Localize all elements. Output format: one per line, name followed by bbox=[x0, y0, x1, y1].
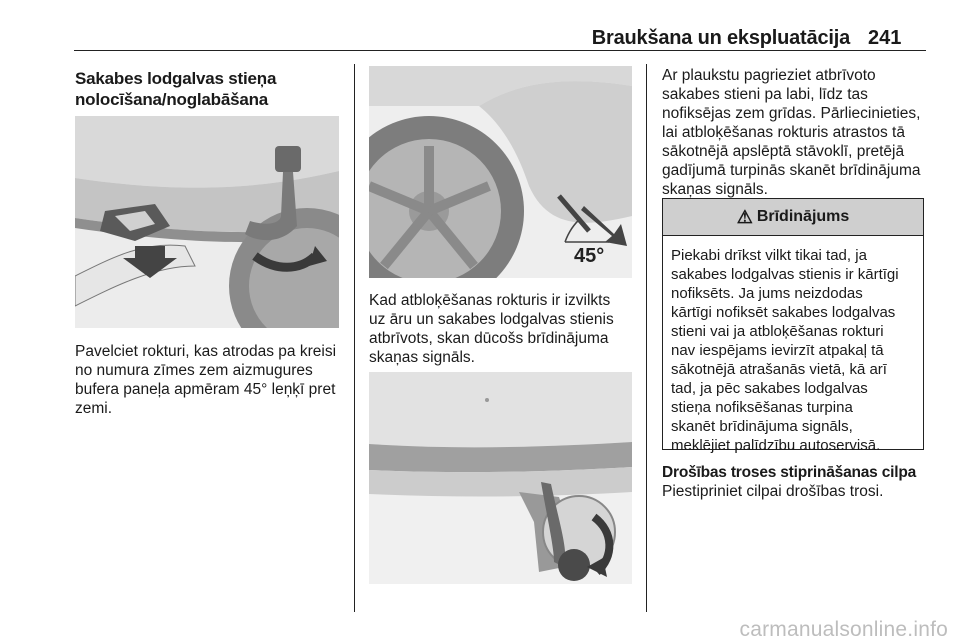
header-title: Braukšana un ekspluatācija bbox=[591, 27, 850, 49]
footer-watermark: carmanualsonline.info bbox=[739, 618, 948, 641]
section-heading: Sakabes lodgalvas stieņa nolocīšana/noglabāšana bbox=[75, 69, 277, 109]
figure-handle-angle bbox=[369, 66, 632, 278]
warning-text: Piekabi drīkst vilkt tikai tad, ja sakabes lodgalvas stienis ir kārtīgi nofiksēts. Ja jums neizdodas kārtīgi nofiksēt sakabes lodgalvas stieni vai ja atbloķēšanas rokturi nav iespējams ievirzīt atpakaļ tā sākotnējā atrašanās vietā, kā arī tad, ja pēc sakabes lodgalvas stieņa nofiksēšanas turpina skanēt brīdinājuma signāls, meklējiet palīdzību autoservisā. bbox=[671, 247, 899, 454]
angle-label: 45° bbox=[574, 245, 605, 267]
column-divider-left bbox=[354, 64, 355, 612]
warning-title: Brīdinājums bbox=[756, 208, 850, 225]
left-caption: Pavelciet rokturi, kas atrodas pa kreisi no numura zīmes zem aizmugures bufera paneļa apmēram 45° leņķī pret zemi. bbox=[75, 343, 337, 417]
subsection-heading: Drošības troses stiprināšanas cilpa bbox=[662, 464, 917, 481]
subsection-text: Piestipriniet cilpai drošības trosi. bbox=[662, 483, 884, 500]
middle-caption: Kad atbloķēšanas rokturis ir izvilkts uz āru un sakabes lodgalvas stienis atbrīvots, skan dūcošs brīdinājuma skaņas signāls. bbox=[369, 292, 614, 366]
right-intro: Ar plaukstu pagrieziet atbrīvoto sakabes stieni pa labi, līdz tas nofiksējas zem grīdas. Pārliecinieties, lai atbloķēšanas rokturis atrastos tā sākotnējā apslēptā stāvoklī, pretējā gadījumā turpinās skanēt brīdinājuma skaņas signāls. bbox=[662, 67, 921, 198]
header-rule bbox=[74, 50, 926, 51]
figure-release-handle bbox=[75, 116, 339, 328]
warning-header bbox=[663, 199, 923, 236]
warning-box bbox=[662, 198, 924, 454]
figure-tow-bar-swing bbox=[369, 372, 632, 584]
page-number: 241 bbox=[868, 27, 902, 49]
column-divider-right bbox=[646, 64, 647, 612]
warning-triangle-icon: ⚠ bbox=[736, 207, 753, 227]
